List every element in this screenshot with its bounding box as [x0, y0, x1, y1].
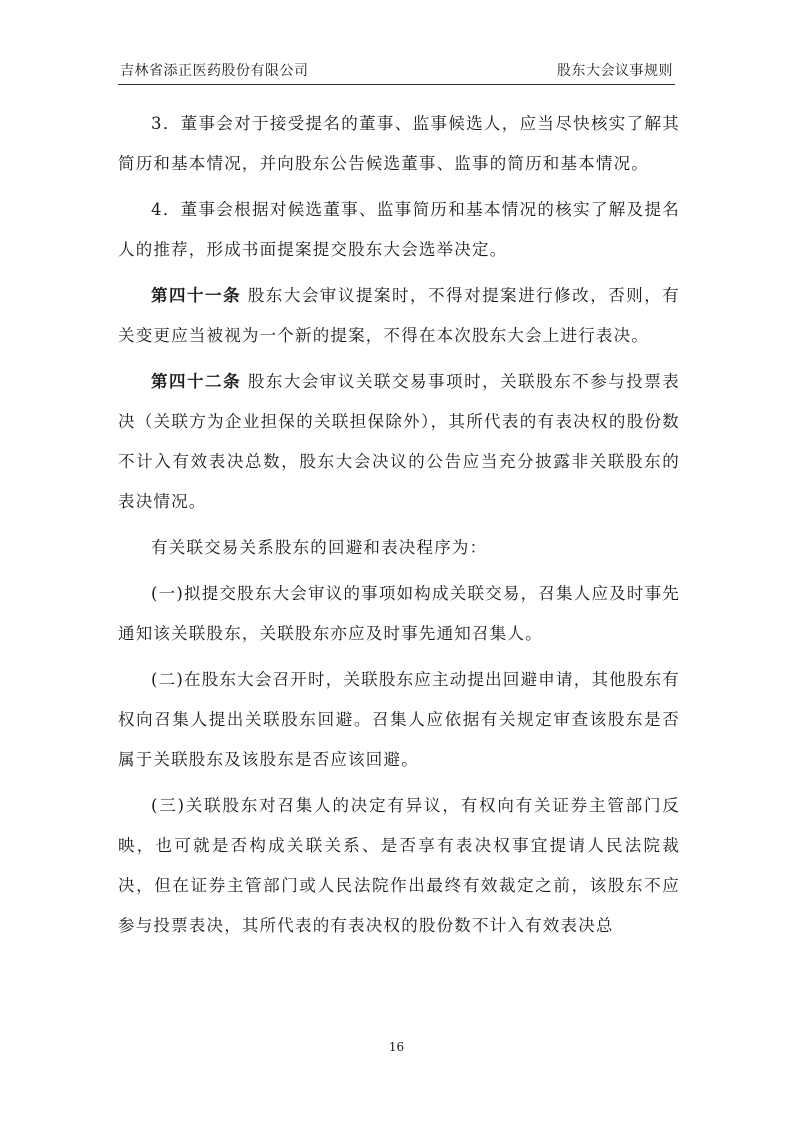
paragraph-item-4	[118, 190, 680, 270]
paragraph-procedure-3	[118, 786, 680, 946]
paragraph-text: (二)在股东大会召开时，关联股东应主动提出回避申请，其他股东有权向召集人提出关联股东回避。召集人应依据有关规定审查该股东是否属于关联股东及该股东是否应该回避。	[118, 670, 680, 769]
page-number: 16	[388, 1040, 405, 1054]
paragraph-text: (三)关联股东对召集人的决定有异议，有权向有关证券主管部门反映，也可就是否构成关联关系、是否享有表决权事宜提请人民法院裁决，但在证券主管部门或人民法院作出最终有效裁定之前，该股东不应参与投票表决，其所代表的有表决权的股份数不计入有效表决总	[118, 796, 680, 935]
paragraph-item-3	[118, 104, 680, 184]
paragraph-text: 3．董事会对于接受提名的董事、监事候选人，应当尽快核实了解其简历和基本情况，并向股东公告候选董事、监事的简历和基本情况。	[118, 114, 680, 173]
article-text: 股东大会审议关联交易事项时，关联股东不参与投票表决（关联方为企业担保的关联担保除外），其所代表的有表决权的股份数不计入有效表决总数，股东大会决议的公告应当充分披露非关联股东的表决情况。	[118, 372, 680, 511]
article-number: 第四十一条	[151, 286, 242, 305]
header-document-title: 股东大会议事规则	[557, 63, 673, 79]
article-42	[118, 362, 680, 522]
article-number: 第四十二条	[151, 372, 242, 391]
paragraph-procedure-1	[118, 574, 680, 654]
document-body	[118, 104, 680, 946]
page-header	[118, 60, 675, 85]
paragraph-procedure-2	[118, 660, 680, 780]
header-company-name: 吉林省添正医药股份有限公司	[120, 63, 309, 79]
article-41	[118, 276, 680, 356]
paragraph-procedure-intro	[118, 528, 680, 568]
paragraph-text: (一)拟提交股东大会审议的事项如构成关联交易，召集人应及时事先通知该关联股东，关联股东亦应及时事先通知召集人。	[118, 584, 680, 643]
article-text: 股东大会审议提案时，不得对提案进行修改，否则，有关变更应当被视为一个新的提案，不得在本次股东大会上进行表决。	[118, 286, 680, 345]
paragraph-text: 有关联交易关系股东的回避和表决程序为：	[151, 538, 488, 557]
paragraph-text: 4．董事会根据对候选董事、监事简历和基本情况的核实了解及提名人的推荐，形成书面提案提交股东大会选举决定。	[118, 200, 680, 259]
